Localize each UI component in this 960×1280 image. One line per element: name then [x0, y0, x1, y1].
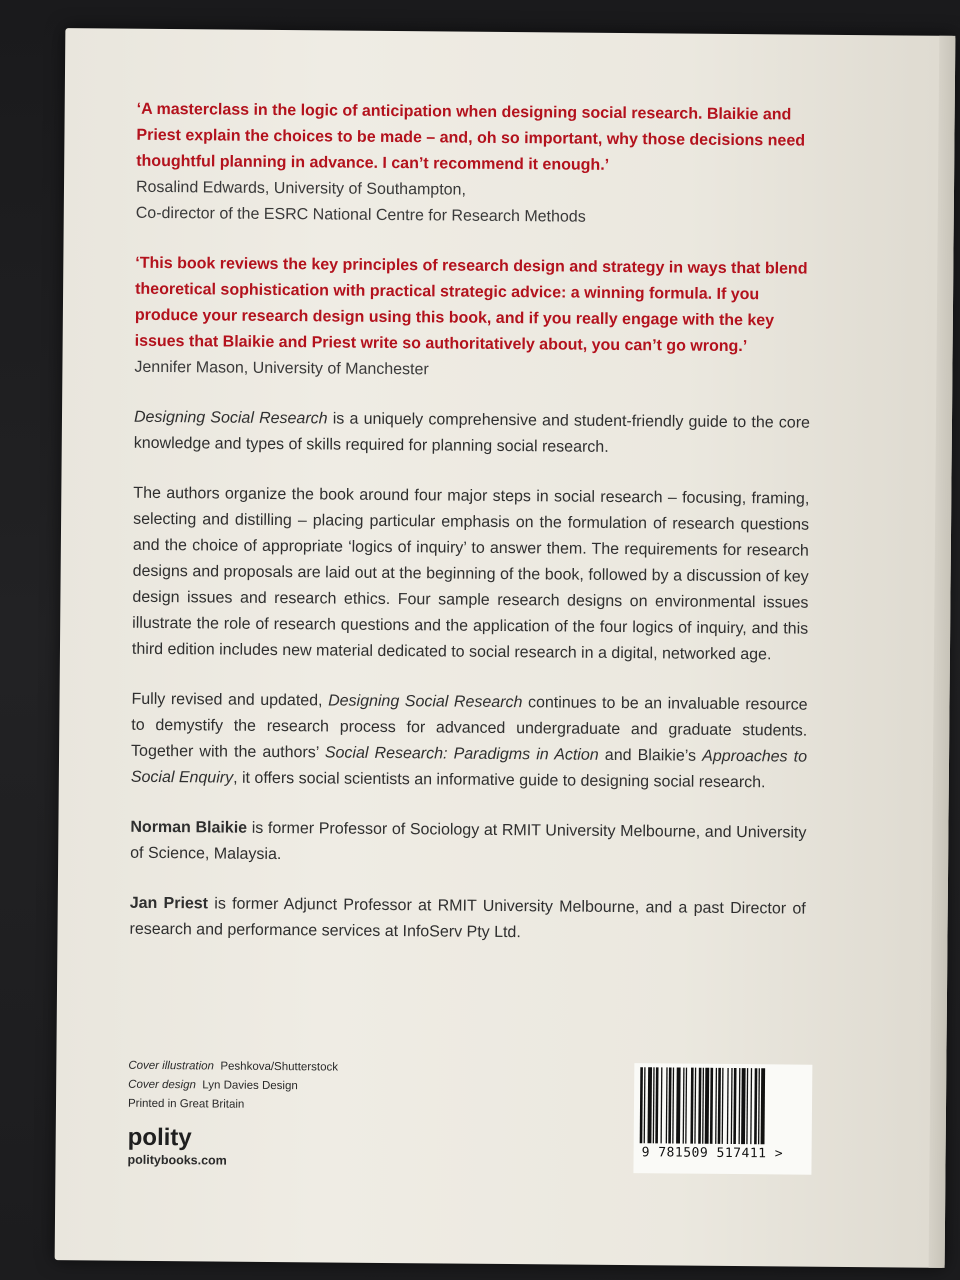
publisher-block	[127, 1125, 227, 1170]
endorsement-attribution: Rosalind Edwards, University of Southampton,	[135, 178, 467, 199]
endorsement-2	[134, 251, 811, 387]
barcode-bar	[754, 1068, 757, 1144]
publisher-url: politybooks.com	[127, 1152, 227, 1168]
endorsement-attribution: Jennifer Mason, University of Manchester	[134, 358, 429, 379]
related-book-title: Approaches to Social Enquiry	[130, 747, 808, 787]
barcode-bar	[710, 1068, 713, 1144]
description-text: is a uniquely comprehensive and student-friendly guide to the core knowledge and types of skills required for planning social research.	[133, 410, 811, 456]
barcode-icon	[634, 1063, 813, 1149]
description-paragraph-1	[134, 405, 810, 463]
endorsement-1	[136, 97, 813, 233]
book-back-cover	[55, 28, 956, 1268]
author-bio-2	[129, 891, 805, 949]
related-book-title: Social Research: Paradigms in Action	[324, 744, 599, 764]
barcode-bar	[647, 1067, 652, 1143]
barcode-bar	[698, 1068, 701, 1144]
barcode-bar	[750, 1068, 752, 1144]
barcode-bar	[702, 1068, 704, 1144]
barcode-bar	[683, 1068, 685, 1144]
author-bio-text: is former Adjunct Professor at RMIT University Melbourne, and a past Director of research and performance services at InfoServ Pty Ltd.	[129, 895, 806, 942]
barcode-bar	[738, 1068, 740, 1144]
credit-value: Lyn Davies Design	[202, 1079, 298, 1093]
cover-text	[129, 97, 813, 973]
cover-edge	[929, 36, 956, 1268]
barcode-bar	[727, 1068, 729, 1144]
barcode-bar	[690, 1068, 693, 1144]
description-text: , it offers social scientists an informative guide to designing social research.	[233, 769, 766, 792]
barcode-bar	[746, 1068, 748, 1144]
credit-label: Cover illustration	[128, 1059, 215, 1073]
barcode-bar	[676, 1068, 681, 1144]
barcode-bar	[653, 1067, 655, 1143]
author-name: Jan Priest	[129, 894, 209, 913]
author-bio-text: is former Professor of Sociology at RMIT University Melbourne, and University of Science, Malaysia.	[130, 819, 807, 864]
book-title: Designing Social Research	[328, 692, 523, 712]
author-name: Norman Blaikie	[130, 818, 248, 837]
barcode-bar	[644, 1067, 646, 1143]
credit-design	[128, 1076, 338, 1097]
barcode-bar	[666, 1067, 668, 1143]
isbn-number: 9 781509 517411 >	[641, 1145, 784, 1162]
barcode-bar	[672, 1067, 674, 1143]
publisher-logo: polity	[127, 1123, 192, 1152]
barcode-bar	[660, 1067, 662, 1143]
credit-label: Cover design	[128, 1078, 196, 1092]
endorsement-quote: ‘A masterclass in the logic of anticipation when designing social research. Blaikie and Priest explain the choices to be made – and, oh so important, why those decisions need thoughtful planning in advance. I can’t recommend it enough.’	[136, 100, 806, 174]
description-text: continues to be an invaluable resource to demystify the research process for advanced undergraduate and graduate students. Together with the authors’	[131, 694, 808, 762]
barcode-bar	[640, 1067, 643, 1143]
barcode-bar	[715, 1068, 717, 1144]
author-bio-1	[130, 815, 806, 873]
credit-value: Peshkova/Shutterstock	[220, 1060, 339, 1074]
credit-printed: Printed in Great Britain	[127, 1097, 245, 1111]
credit-illustration	[128, 1057, 338, 1078]
book-title: Designing Social Research	[133, 408, 328, 428]
barcode-bar	[705, 1068, 710, 1144]
description-text: Fully revised and updated,	[131, 690, 329, 710]
description-paragraph-3	[131, 687, 808, 797]
barcode-bar	[731, 1068, 733, 1144]
barcode-bar	[758, 1068, 760, 1144]
description-text: and Blaikie’s	[598, 746, 703, 765]
barcode-bar	[694, 1068, 696, 1144]
barcode-bar	[761, 1068, 766, 1144]
endorsement-quote: ‘This book reviews the key principles of research design and strategy in ways that blend theoretical sophistication with practical strategic advice: a winning formula. If you produce your research design using this book, and if you really engage with the key issues that Blaikie and Priest write so authoritatively about, you can’t go wrong.’	[134, 254, 808, 356]
barcode-bar	[685, 1068, 687, 1144]
barcode-bar	[733, 1068, 736, 1144]
barcode-bar	[655, 1067, 658, 1143]
barcode-bar	[718, 1068, 721, 1144]
endorsement-attribution-role: Co-director of the ESRC National Centre for Research Methods	[135, 204, 586, 226]
barcode-bar	[668, 1067, 671, 1143]
description-paragraph-2: The authors organize the book around four major steps in social research – focusing, framing, selecting and distilling – placing particular emphasis on the formulation of research questions and the choice of appropriate ‘logics of inquiry’ to answer them. The requirements for research designs and proposals are laid out at the beginning of the book, followed by a discussion of key design issues and research ethics. Four sample research designs on environmental issues illustrate the role of research questions and the application of the four logics of inquiry, and this third edition includes new material dedicated to social research in a digital, networked age.	[131, 484, 810, 664]
barcode-bar	[741, 1068, 746, 1144]
barcode-bar	[722, 1068, 724, 1144]
cover-credits	[128, 1057, 338, 1116]
